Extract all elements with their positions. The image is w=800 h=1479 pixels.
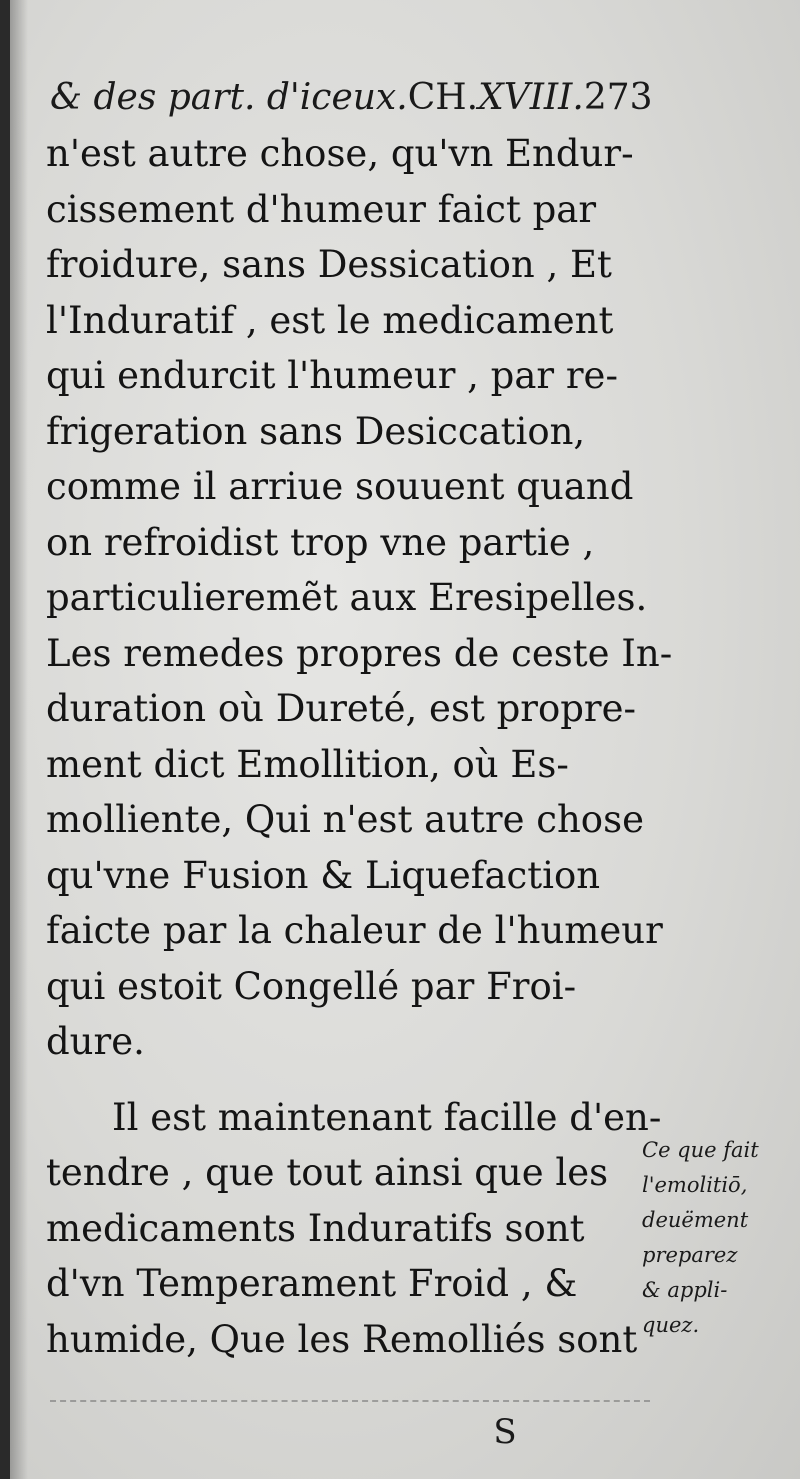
page-number: 273	[583, 77, 653, 118]
text-line: cissement d'humeur faict par	[46, 187, 597, 231]
margin-note-line: preparez	[642, 1243, 738, 1267]
signature-mark: S	[493, 1412, 517, 1452]
text-line: ment dict Emollition, où Es-	[46, 742, 569, 786]
margin-note	[642, 1133, 800, 1343]
margin-note-line: l'emolitiō,	[642, 1173, 748, 1197]
text-line: particulieremẽt aux Eresipelles.	[46, 576, 648, 619]
text-line: tendre , que tout ainsi que les	[46, 1151, 609, 1194]
text-line: on refroidist trop vne partie ,	[46, 520, 595, 564]
text-line: qui estoit Congellé par Froi-	[46, 964, 577, 1008]
text-line: comme il arriue souuent quand	[46, 465, 634, 508]
margin-note-line: Ce que fait	[642, 1138, 759, 1162]
running-header	[50, 68, 653, 128]
bottom-rule	[50, 1400, 650, 1402]
text-line: froidure, sans Dessication , Et	[46, 243, 612, 286]
text-line: humide, Que les Remolliés sont	[46, 1317, 638, 1361]
margin-note-line: deuëment	[642, 1208, 749, 1232]
text-line: molliente, Qui n'est autre chose	[46, 798, 644, 841]
text-line: Les remedes propres de ceste In-	[46, 631, 673, 675]
text-line: qui endurcit l'humeur , par re-	[46, 354, 618, 397]
text-line: l'Induratif , est le medicament	[46, 298, 614, 342]
text-line: dure.	[46, 1020, 145, 1063]
paragraph-start-line: Il est maintenant facille d'en-	[112, 1095, 662, 1139]
text-line: n'est autre chose, qu'vn Endur-	[46, 132, 634, 175]
text-line: qu'vne Fusion & Liquefaction	[46, 853, 601, 897]
book-page	[10, 0, 800, 1479]
chapter-number: XVIII.	[478, 77, 584, 118]
text-line: frigeration sans Desiccation,	[46, 409, 586, 453]
text-line: medicaments Induratifs sont	[46, 1206, 585, 1250]
text-line: duration où Dureté, est propre-	[46, 687, 636, 730]
chapter-label: CH.	[407, 77, 479, 118]
margin-note-line: quez.	[642, 1313, 700, 1337]
margin-note-line: & appli-	[642, 1278, 728, 1302]
text-line: d'vn Temperament Froid , &	[46, 1262, 578, 1305]
running-head: & des part. d'iceux.	[50, 77, 408, 118]
text-line: faicte par la chaleur de l'humeur	[46, 909, 663, 952]
